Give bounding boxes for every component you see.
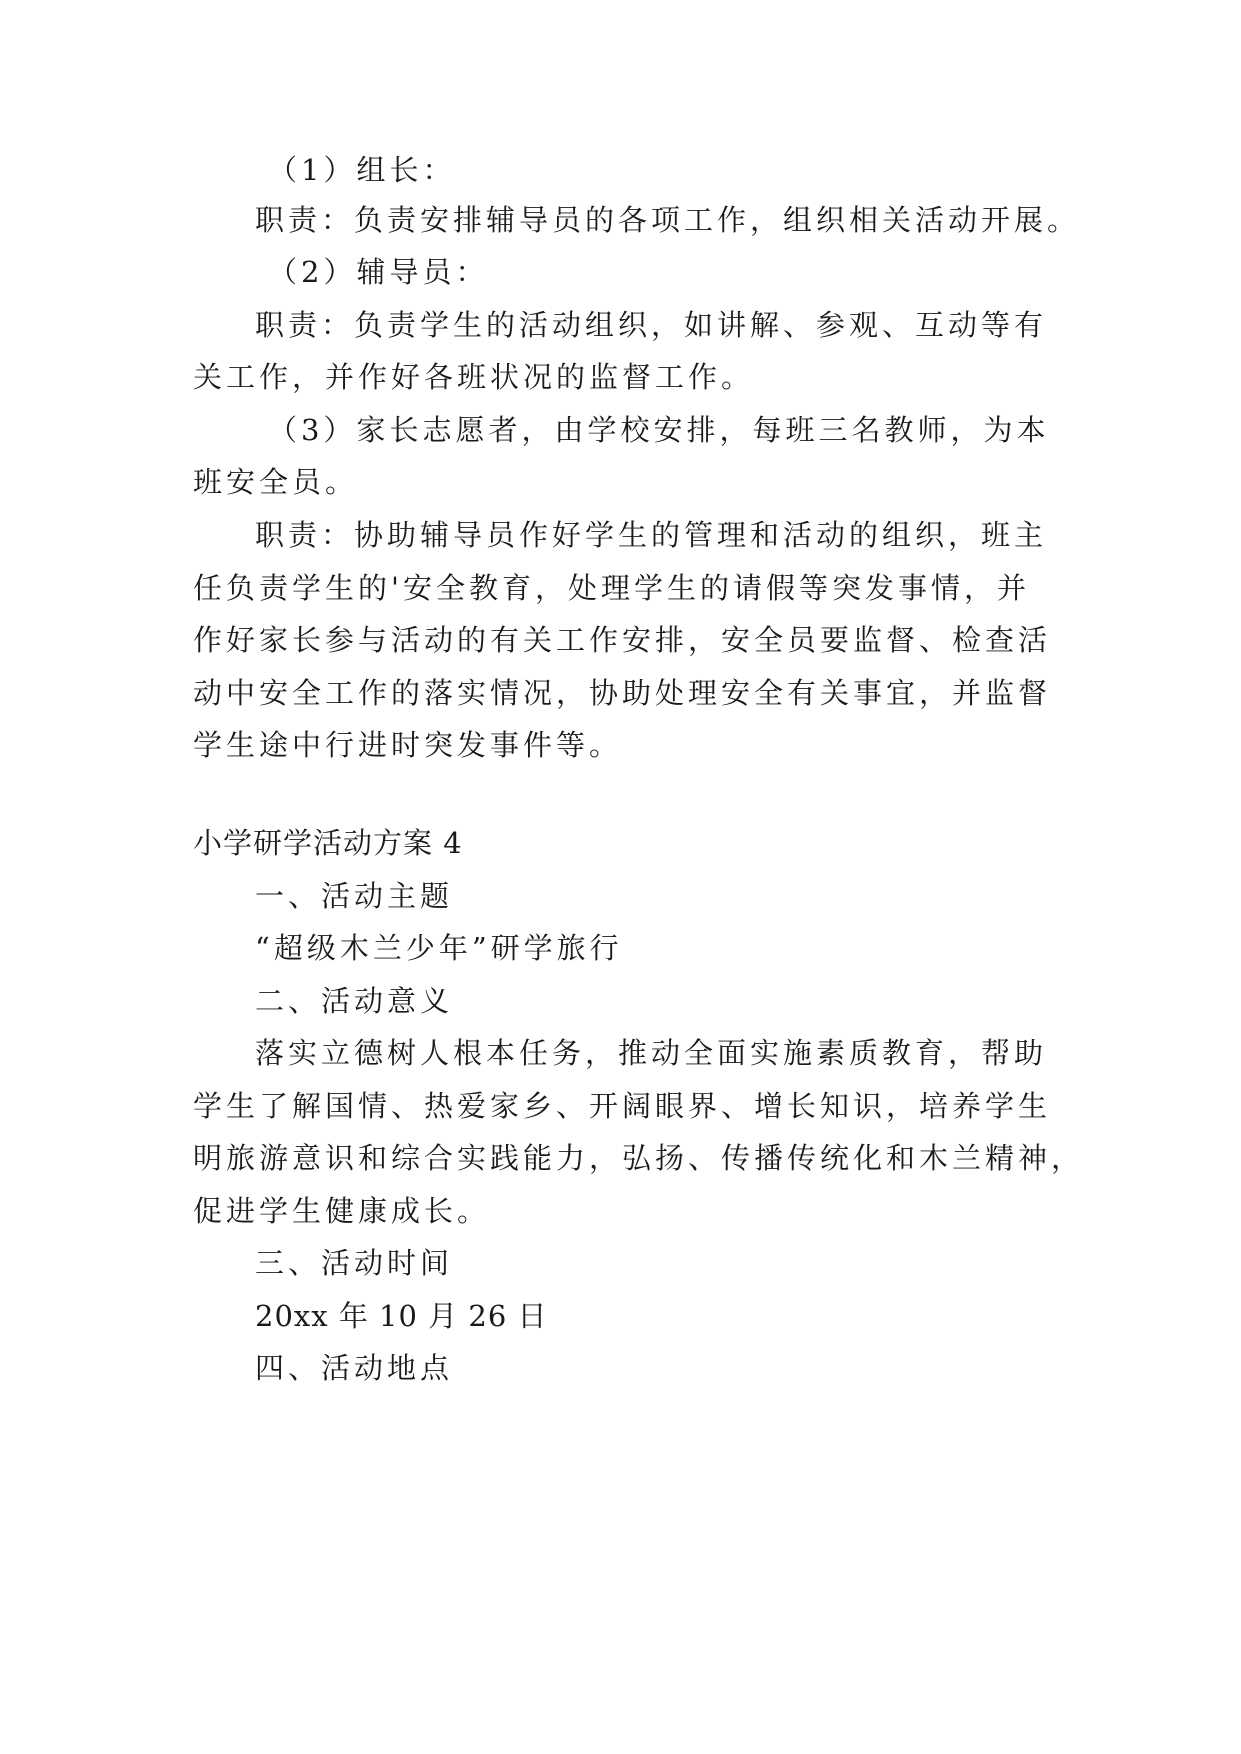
heading-time: 三、活动时间 xyxy=(255,1246,454,1280)
item3-duty-line3: 作好家长参与活动的有关工作安排，安全员要监督、检查活 xyxy=(193,623,1052,657)
meaning-line1: 落实立德树人根本任务，推动全面实施素质教育，帮助 xyxy=(255,1036,1048,1070)
meaning-line3: 明旅游意识和综合实践能力，弘扬、传播传统化和木兰精神， xyxy=(193,1141,1085,1175)
item3-duty-line1: 职责：协助辅导员作好学生的管理和活动的组织，班主 xyxy=(255,518,1048,552)
heading-meaning: 二、活动意义 xyxy=(255,984,454,1018)
item3-line1: （3）家长志愿者，由学校安排，每班三名教师，为本 xyxy=(268,413,1050,447)
meaning-line4: 促进学生健康成长。 xyxy=(193,1194,491,1228)
item1-duty: 职责：负责安排辅导员的各项工作，组织相关活动开展。 xyxy=(255,203,1081,237)
item3-duty-line2: 任负责学生的'安全教育，处理学生的请假等突发事情，并 xyxy=(193,571,1030,605)
item1-title: （1）组长： xyxy=(268,153,456,187)
meaning-line2: 学生了解国情、热爱家乡、开阔眼界、增长知识，培养学生 xyxy=(193,1089,1052,1123)
section-heading: 小学研学活动方案 4 xyxy=(193,826,463,860)
item3-duty-line5: 学生途中行进时突发事件等。 xyxy=(193,728,623,762)
heading-theme: 一、活动主题 xyxy=(255,879,454,913)
item2-duty-line1: 职责：负责学生的活动组织，如讲解、参观、互动等有 xyxy=(255,308,1048,342)
theme-text: “超级木兰少年”研学旅行 xyxy=(255,931,623,965)
item3-line2: 班安全员。 xyxy=(193,465,359,499)
date-text: 20xx 年 10 月 26 日 xyxy=(255,1299,548,1333)
item3-duty-line4: 动中安全工作的落实情况，协助处理安全有关事宜，并监督 xyxy=(193,676,1052,710)
item2-title: （2）辅导员： xyxy=(268,255,489,289)
item2-duty-line2: 关工作，并作好各班状况的监督工作。 xyxy=(193,360,755,394)
heading-location: 四、活动地点 xyxy=(255,1351,454,1385)
